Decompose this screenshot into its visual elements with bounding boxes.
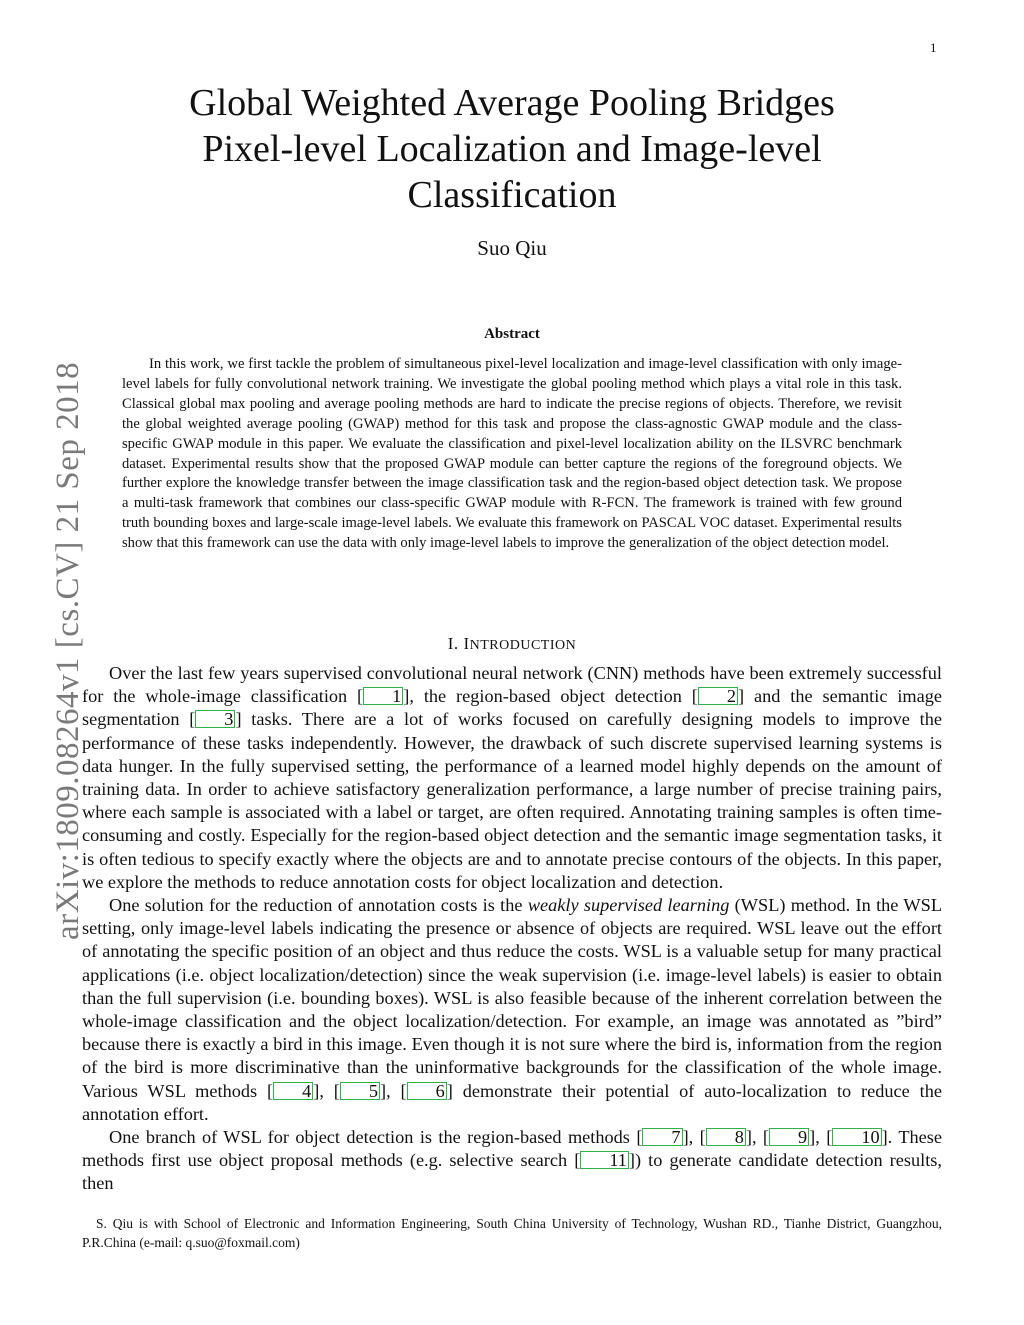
intro-paragraph-1 xyxy=(82,662,942,894)
author-affiliation-footnote: S. Qiu is with School of Electronic and Information Engineering, South China University of Technology, Wushan RD., Tianhe District, Guangzhou, P.R.China (e-mail: q.suo@foxmail.com) xyxy=(82,1216,942,1250)
text-span: (WSL) method. In the WSL setting, only image-level labels indicating the presence or absence of objects are required. WSL leave out the effort of annotating the specific position of an object and thus reduce the costs. WSL is a valuable setup for many practical applications (i.e. object localization/detection) since the weak supervision (i.e. image-level labels) is easier to obtain than the full supervision (i.e. bounding boxes). WSL is also feasible because of the inherent correlation between the whole-image classification and the object localization/detection. For example, an image was annotated as ”bird” because there is exactly a bird in this image. Even though it is not sure where the bird is, information from the region of the bird is more discriminative than the uninformative backgrounds for the classification of the whole image. Various WSL methods [ xyxy=(82,895,942,1101)
emphasis-term: weakly supervised learning xyxy=(527,895,730,916)
text-span: ] and the semantic image segmentation [ xyxy=(82,686,943,730)
abstract-heading: Abstract xyxy=(484,326,540,342)
text-span: ], [ xyxy=(682,1127,706,1148)
citation-link[interactable]: 5 xyxy=(340,1082,380,1100)
citation-link[interactable]: 9 xyxy=(769,1128,809,1146)
text-span: ], [ xyxy=(809,1127,833,1148)
citation-link[interactable]: 3 xyxy=(195,710,235,728)
citation-link[interactable]: 10 xyxy=(832,1128,881,1146)
text-span: ]) to generate candidate detection results, then xyxy=(82,1150,942,1194)
section-heading-introduction xyxy=(0,634,1024,654)
citation-link[interactable]: 2 xyxy=(698,687,738,705)
paper-title: Global Weighted Average Pooling Bridges Pixel-level Localization and Image-level Classification xyxy=(189,82,835,216)
introduction-body xyxy=(82,662,942,1196)
section-title-initial: I xyxy=(463,634,470,653)
text-span: ] demonstrate their potential of auto-localization to reduce the annotation effort. xyxy=(82,1080,942,1124)
text-span: ], [ xyxy=(380,1080,407,1101)
arxiv-identifier-stamp: arXiv:1809.08264v1 [cs.CV] 21 Sep 2018 xyxy=(50,361,86,940)
text-span: ], the region-based object detection [ xyxy=(403,686,698,707)
page-number: 1 xyxy=(930,40,937,55)
section-title-rest: NTRODUCTION xyxy=(469,638,577,653)
section-numeral: I. xyxy=(447,634,459,653)
text-span: Over the last few years supervised convolutional neural network (CNN) methods have been extremely successful for the whole-image classification [ xyxy=(82,663,942,707)
text-span: One branch of WSL for object detection is the region-based methods [ xyxy=(109,1127,643,1148)
citation-link[interactable]: 11 xyxy=(580,1151,629,1169)
text-span: ] tasks. There are a lot of works focused on carefully designing models to improve the performance of these tasks independently. However, the drawback of such discrete supervised learning systems is data hunger. In the fully supervised setting, the performance of a learned model highly depends on the amount of training data. In order to achieve satisfactory generalization performance, a large number of precise training pairs, where each sample is associated with a label or target, are often required. Annotating training samples is often time-consuming and costly. Especially for the region-based object detection and the semantic image segmentation tasks, it is often tedious to specify exactly where the objects are and to annotate precise contours of the objects. In this paper, we explore the methods to reduce annotation costs for object localization and detection. xyxy=(82,709,942,892)
text-span: ]. These methods first use object proposal methods (e.g. selective search [ xyxy=(82,1127,942,1171)
citation-link[interactable]: 1 xyxy=(363,687,403,705)
citation-link[interactable]: 6 xyxy=(407,1082,447,1100)
text-span: One solution for the reduction of annotation costs is the xyxy=(109,895,528,916)
intro-paragraph-3 xyxy=(82,1126,942,1196)
paper-author: Suo Qiu xyxy=(477,236,547,260)
citation-link[interactable]: 4 xyxy=(273,1082,313,1100)
citation-link[interactable]: 8 xyxy=(706,1128,746,1146)
abstract-body: In this work, we first tackle the problem of simultaneous pixel-level localization and image-level classification with only image-level labels for fully convolutional network training. We investigate the global pooling method which plays a vital role in this task. Classical global max pooling and average pooling methods are hard to indicate the precise regions of objects. Therefore, we revisit the global weighted average pooling (GWAP) method for this task and propose the class-agnostic GWAP module and the class-specific GWAP module in this paper. We evaluate the classification and pixel-level localization ability on the ILSVRC benchmark dataset. Experimental results show that the proposed GWAP module can better capture the regions of the foreground objects. We further explore the knowledge transfer between the image classification task and the region-based object detection task. We propose a multi-task framework that combines our class-specific GWAP module with R-FCN. The framework is trained with few ground truth bounding boxes and large-scale image-level labels. We evaluate this framework on PASCAL VOC dataset. Experimental results show that this framework can use the data with only image-level labels to improve the generalization of the object detection model. xyxy=(122,356,902,552)
text-span: ], [ xyxy=(745,1127,770,1148)
intro-paragraph-2 xyxy=(82,894,942,1126)
citation-link[interactable]: 7 xyxy=(642,1128,682,1146)
text-span: ], [ xyxy=(313,1080,340,1101)
